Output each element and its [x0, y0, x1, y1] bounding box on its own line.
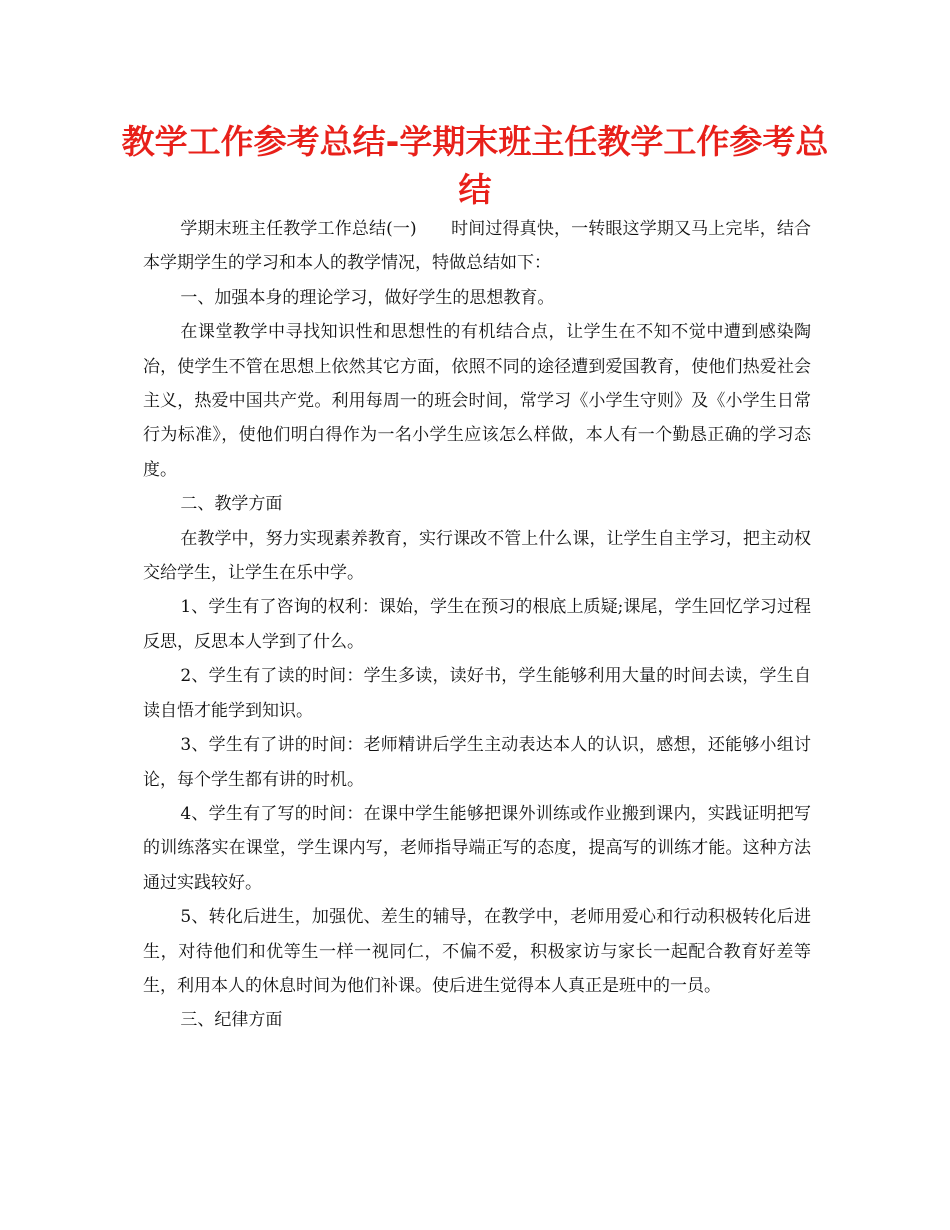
heading-section-2: 二、教学方面 [180, 494, 283, 515]
list-item-3: 3、学生有了讲的时间：老师精讲后学生主动表达本人的认识，感想，还能够小组讨论，每个学生都有讲的时机。 [143, 735, 811, 790]
list-item-1: 1、学生有了咨询的权利：课始，学生在预习的根底上质疑;课尾，学生回忆学习过程反思，反思本人学到了什么。 [143, 597, 811, 652]
list-item-2: 2、学生有了读的时间：学生多读，读好书，学生能够利用大量的时间去读，学生自读自悟才能学到知识。 [143, 666, 811, 721]
heading-section-3: 三、纪律方面 [180, 1010, 283, 1031]
document-body [143, 212, 811, 1038]
list-item-4: 4、学生有了写的时间：在课中学生能够把课外训练或作业搬到课内，实践证明把写的训练落实在课堂，学生课内写，老师指导端正写的态度，提高写的训练才能。这种方法通过实践较好。 [143, 803, 811, 893]
paragraph-section-1: 在课堂教学中寻找知识性和思想性的有机结合点，让学生在不知不觉中遭到感染陶冶，使学生不管在思想上依然其它方面，依照不同的途径遭到爱国教育，使他们热爱社会主义，热爱中国共产党。利用每周一的班会时间，常学习《小学生守则》及《小学生日常行为标准》，使他们明白得作为一名小学生应该怎么样做，本人有一个勤恳正确的学习态度。 [143, 322, 811, 480]
document-title: 教学工作参考总结-学期末班主任教学工作参考总结 [121, 122, 829, 209]
paragraph-intro: 学期末班主任教学工作总结(一) 时间过得真快，一转眼这学期又马上完毕，结合本学期学生的学习和本人的教学情况，特做总结如下： [143, 219, 811, 274]
heading-section-1: 一、加强本身的理论学习，做好学生的思想教育。 [180, 287, 555, 308]
list-item-5: 5、转化后进生，加强优、差生的辅导，在教学中，老师用爱心和行动积极转化后进生，对待他们和优等生一样一视同仁，不偏不爱，积极家访与家长一起配合教育好差等生，利用本人的休息时间为他们补课。使后进生觉得本人真正是班中的一员。 [143, 907, 811, 996]
paragraph-section-2: 在教学中，努力实现素养教育，实行课改不管上什么课，让学生自主学习，把主动权交给学生，让学生在乐中学。 [143, 528, 811, 584]
